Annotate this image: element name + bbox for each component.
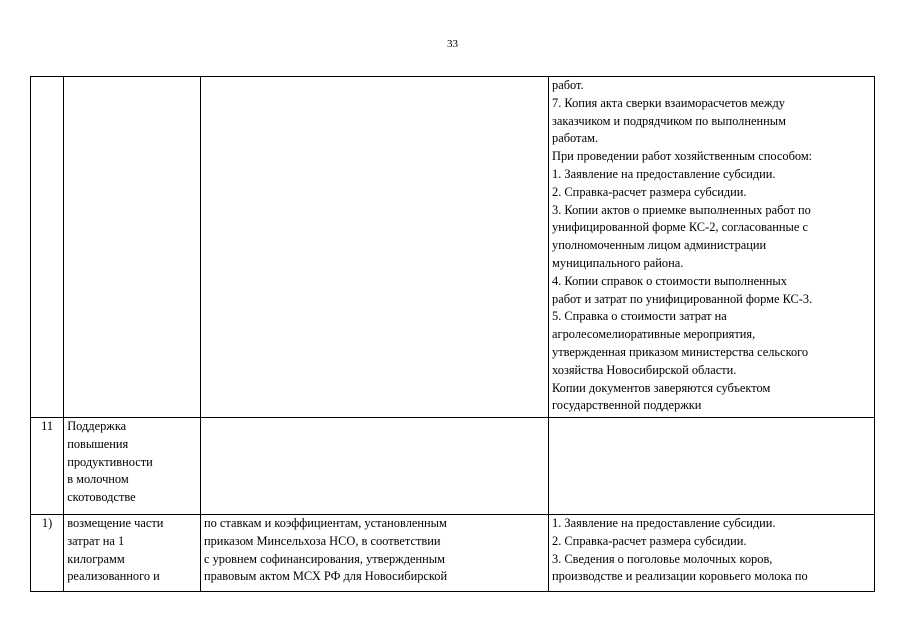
table-row bbox=[31, 418, 875, 515]
text-line: государственной поддержки bbox=[552, 398, 702, 413]
conditions-cell bbox=[200, 77, 548, 418]
text-line: работ. bbox=[552, 78, 584, 92]
text-line: унифицированной форме КС-2, согласованные с bbox=[552, 220, 808, 235]
text-line: правовым актом МСХ РФ для Новосибирской bbox=[203, 569, 448, 584]
documents-cell bbox=[549, 418, 875, 515]
text-line: возмещение части bbox=[67, 516, 164, 530]
text-line: 1. Заявление на предоставление субсидии. bbox=[552, 516, 776, 530]
text-line: 1. Заявление на предоставление субсидии. bbox=[552, 166, 776, 181]
documents-cell bbox=[549, 77, 875, 418]
text-line: по ставкам и коэффициентам, установленным bbox=[203, 516, 447, 530]
text-line: При проведении работ хозяйственным способом: bbox=[552, 149, 813, 164]
text-line: 2. Справка-расчет размера субсидии. bbox=[552, 533, 747, 548]
text-line: 4. Копии справок о стоимости выполненных bbox=[552, 273, 787, 288]
text-line: затрат на 1 bbox=[67, 533, 125, 548]
text-line: работ и затрат по унифицированной форме КС-3. bbox=[552, 291, 813, 306]
table-row bbox=[31, 515, 875, 592]
row-number-cell: 1) bbox=[31, 515, 64, 592]
conditions-cell bbox=[200, 418, 548, 515]
text-line: с уровнем софинансирования, утвержденным bbox=[203, 551, 445, 566]
text-line: 3. Сведения о поголовье молочных коров, bbox=[552, 551, 773, 566]
text-line: уполномоченным лицом администрации bbox=[552, 238, 767, 253]
text-line: в молочном bbox=[67, 472, 129, 487]
text-line: 3. Копии актов о приемке выполненных работ по bbox=[552, 202, 811, 217]
text-line: 7. Копия акта сверки взаиморасчетов между bbox=[552, 95, 785, 110]
measure-name-cell bbox=[64, 77, 201, 418]
table-row bbox=[31, 77, 875, 418]
text-line: агролесомелиоративные мероприятия, bbox=[552, 327, 756, 342]
text-line: производстве и реализации коровьего молока по bbox=[552, 569, 808, 584]
row-number-cell bbox=[31, 77, 64, 418]
subsidy-table bbox=[30, 76, 875, 592]
measure-name-cell bbox=[64, 418, 201, 515]
text-line: Поддержка bbox=[67, 419, 127, 433]
text-line: работам. bbox=[552, 131, 599, 146]
text-line: приказом Минсельхоза НСО, в соответствии bbox=[203, 533, 441, 548]
text-line: 5. Справка о стоимости затрат на bbox=[552, 309, 727, 324]
text-line: килограмм bbox=[67, 551, 125, 566]
text-line: муниципального района. bbox=[552, 255, 684, 270]
text-line: продуктивности bbox=[67, 454, 153, 469]
conditions-cell bbox=[200, 515, 548, 592]
text-line: реализованного и bbox=[67, 569, 160, 584]
text-line: 2. Справка-расчет размера субсидии. bbox=[552, 184, 747, 199]
text-line: хозяйства Новосибирской области. bbox=[552, 362, 737, 377]
text-line: заказчиком и подрядчиком по выполненным bbox=[552, 113, 786, 128]
text-line: Копии документов заверяются субъектом bbox=[552, 380, 771, 395]
text-line: скотоводстве bbox=[67, 490, 136, 505]
page-number: 33 bbox=[447, 38, 458, 50]
row-number-cell: 11 bbox=[31, 418, 64, 515]
text-line: повышения bbox=[67, 436, 129, 451]
measure-name-cell bbox=[64, 515, 201, 592]
documents-cell bbox=[549, 515, 875, 592]
text-line: утвержденная приказом министерства сельского bbox=[552, 344, 809, 359]
